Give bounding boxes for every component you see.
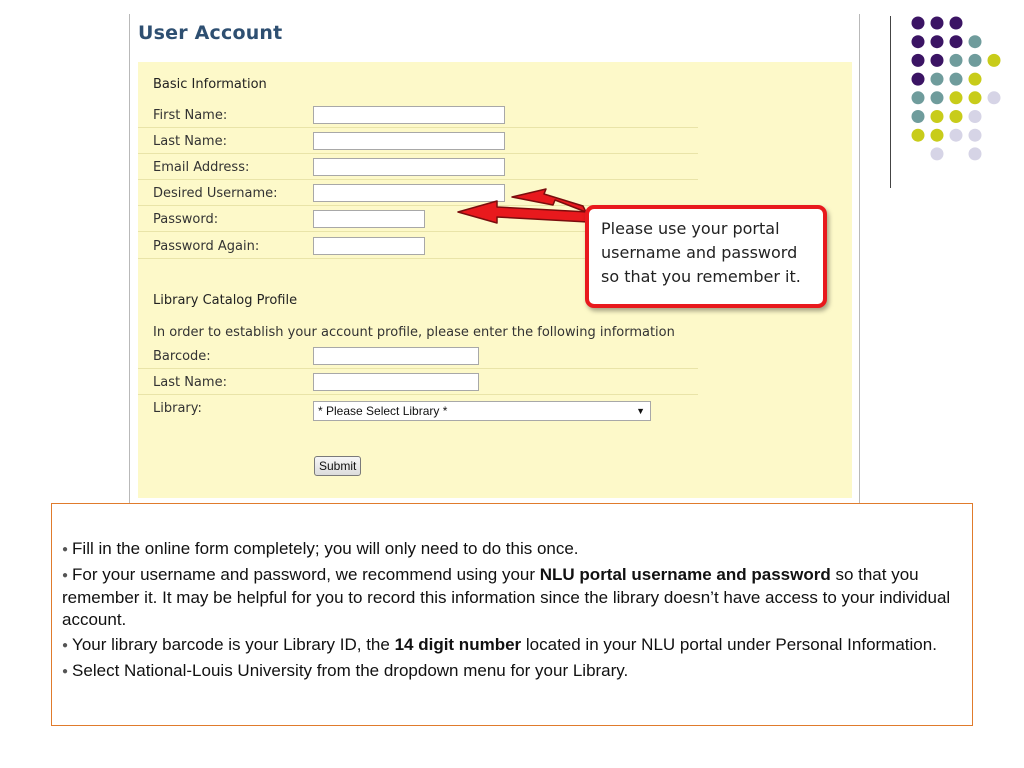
notes-box (51, 503, 973, 726)
note-emphasis: 14 digit number (394, 635, 522, 654)
note-item (62, 634, 962, 657)
decorative-dot (969, 73, 982, 86)
password-again-input[interactable] (313, 237, 425, 255)
section-heading-basic: Basic Information (153, 77, 267, 92)
last-name-input[interactable] (313, 132, 505, 150)
decorative-dots-icon (905, 14, 1005, 164)
form-row-catalog-last-name (138, 372, 698, 395)
first-name-input[interactable] (313, 106, 505, 124)
field-label: First Name: (153, 108, 228, 123)
form-row-barcode (138, 346, 698, 369)
decorative-dot (912, 17, 925, 30)
field-label: Last Name: (153, 375, 227, 390)
decorative-dot (931, 54, 944, 67)
decorative-dot (950, 54, 963, 67)
callout-box (585, 205, 827, 308)
notes-list (62, 538, 962, 686)
decorative-dot (912, 73, 925, 86)
bullet-icon: ● (62, 666, 69, 677)
note-text: Select National-Louis University from the dropdown menu for your Library. (72, 661, 629, 680)
note-text: Fill in the online form completely; you will only need to do this once. (72, 539, 579, 558)
decorative-dot (931, 35, 944, 48)
note-item (62, 660, 962, 683)
decorative-dot (950, 35, 963, 48)
field-label: Library: (153, 401, 202, 416)
decorative-dot (969, 129, 982, 142)
note-text: For your username and password, we recommend using your (72, 565, 540, 584)
decorative-dot (950, 91, 963, 104)
field-label: Email Address: (153, 160, 250, 175)
callout-line: username and password (601, 243, 798, 262)
field-label: Desired Username: (153, 186, 278, 201)
callout-arrows (440, 184, 600, 244)
decorative-dot (969, 35, 982, 48)
decorative-dot (931, 17, 944, 30)
note-text: so that you remember it. It may be helpful for you to record this information since the library doesn’t have access to your individual account. (62, 565, 951, 629)
decorative-dot (950, 73, 963, 86)
divider-line (890, 16, 891, 188)
decorative-dot (912, 54, 925, 67)
note-text: located in your NLU portal under Personal Information. (521, 635, 937, 654)
barcode-input[interactable] (313, 347, 479, 365)
decorative-dot (950, 17, 963, 30)
decorative-dot (950, 129, 963, 142)
email-input[interactable] (313, 158, 505, 176)
field-label: Password: (153, 212, 219, 227)
note-text: Your library barcode is your Library ID, the (72, 635, 395, 654)
decorative-dot (931, 73, 944, 86)
field-label: Barcode: (153, 349, 211, 364)
page-title: User Account (138, 22, 283, 44)
password-input[interactable] (313, 210, 425, 228)
catalog-intro-text: In order to establish your account profile, please enter the following information (153, 325, 675, 340)
decorative-dot (912, 110, 925, 123)
note-item (62, 538, 962, 561)
submit-button[interactable]: Submit (314, 456, 361, 476)
bullet-icon: ● (62, 640, 69, 651)
library-select-value: * Please Select Library * (318, 404, 448, 418)
decorative-dot (931, 147, 944, 160)
form-row-email (138, 157, 698, 180)
bullet-icon: ● (62, 544, 69, 555)
decorative-dot (912, 35, 925, 48)
section-heading-catalog: Library Catalog Profile (153, 293, 298, 308)
form-row-username (138, 183, 698, 206)
decorative-dot (969, 54, 982, 67)
decorative-dot (912, 91, 925, 104)
decorative-dot (988, 91, 1001, 104)
form-row-first-name (138, 105, 698, 128)
callout-line: Please use your portal (601, 219, 780, 238)
field-label: Last Name: (153, 134, 227, 149)
decorative-dot (912, 129, 925, 142)
bullet-icon: ● (62, 570, 69, 581)
decorative-dot (931, 129, 944, 142)
dropdown-arrow-icon: ▼ (636, 406, 645, 416)
decorative-dot (969, 110, 982, 123)
catalog-last-name-input[interactable] (313, 373, 479, 391)
form-row-last-name (138, 131, 698, 154)
library-select[interactable] (313, 401, 651, 421)
note-emphasis: NLU portal username and password (539, 565, 831, 584)
decorative-dot (969, 91, 982, 104)
note-item (62, 564, 962, 631)
callout-line: so that you remember it. (601, 267, 801, 286)
decorative-dot (931, 110, 944, 123)
decorative-dot (950, 110, 963, 123)
decorative-dot (988, 54, 1001, 67)
decorative-dot (969, 147, 982, 160)
field-label: Password Again: (153, 239, 260, 254)
decorative-dot (931, 91, 944, 104)
